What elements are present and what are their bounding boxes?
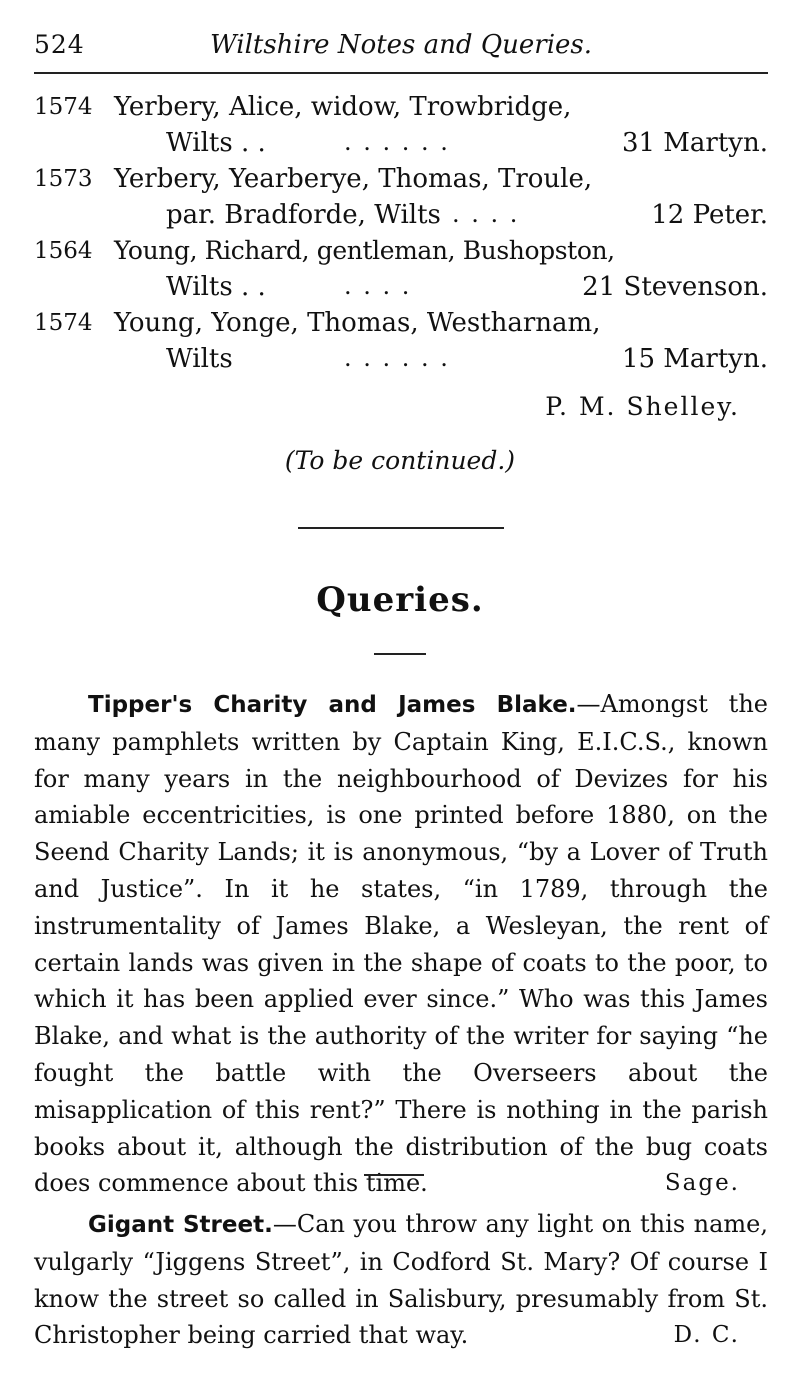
dot-leaders: . . . . . .: [344, 128, 450, 156]
signature: Sage.: [664, 1170, 740, 1197]
section-divider: [298, 527, 504, 529]
header-rule: [34, 72, 768, 74]
list-item: [34, 308, 768, 380]
entry-year: 1573: [34, 166, 93, 192]
query-body: —Amongst the many pamphlets written by Captain King, E.I.C.S., known for many years in the neighbourhood of Devizes for his amiable eccentricities, is one printed before 1880, on the Seend Charity Lands; it is anonymous, “by a Lover of Truth and Justice”. In it he states, “in 1789, through the instrumentality of James Blake, a Wesleyan, the rent of certain lands was given in the shape of coats to the poor, to which it has been applied ever since.” Who was this James Blake, and what is the authority of the writer for saying “he fought the battle with the Overseers about the misapplication of this rent?” There is nothing in the parish books about it, although the distribution of the bug coats does commence about this time.: [34, 690, 768, 1198]
list-item: [34, 92, 768, 164]
query-heading: Tipper's Charity and James Blake.: [88, 692, 577, 718]
running-head: Wiltshire Notes and Queries.: [209, 30, 592, 60]
list-item: [34, 164, 768, 236]
entry-year: 1574: [34, 310, 93, 336]
section-title: Queries.: [316, 580, 484, 620]
entry-place: Wilts: [166, 344, 233, 374]
continued-note: (To be continued.): [284, 446, 516, 475]
dot-leaders: . . . .: [344, 272, 412, 300]
dot-leaders: . . . . . .: [344, 344, 450, 372]
entry-name: Young, Yonge, Thomas, Westharnam,: [114, 308, 601, 338]
query-tippers-charity: [34, 686, 768, 1202]
will-entries-list: [34, 92, 768, 380]
entry-name: Yerbery, Yearberye, Thomas, Troule,: [114, 164, 593, 194]
page-number: 524: [34, 30, 85, 59]
signature: P. M. Shelley.: [545, 392, 740, 421]
entry-reference: 31 Martyn.: [621, 128, 768, 158]
entry-reference: 12 Peter.: [651, 200, 768, 230]
entry-year: 1574: [34, 94, 93, 120]
entry-name: Yerbery, Alice, widow, Trowbridge,: [114, 92, 572, 122]
entry-place: par. Bradforde, Wilts: [166, 200, 441, 230]
entry-place: Wilts . .: [166, 128, 266, 158]
query-gigant-street: [34, 1206, 768, 1354]
entry-name: Young, Richard, gentleman, Bushopston,: [114, 236, 615, 265]
entry-place: Wilts . .: [166, 272, 266, 302]
list-item: [34, 236, 768, 308]
query-heading: Gigant Street.: [88, 1212, 273, 1238]
title-rule: [374, 653, 426, 655]
signature: D. C.: [673, 1322, 740, 1349]
section-divider: [364, 1174, 424, 1176]
entry-reference: 15 Martyn.: [621, 344, 768, 374]
entry-year: 1564: [34, 238, 93, 264]
entry-reference: 21 Stevenson.: [582, 272, 768, 302]
query-body: —Can you throw any light on this name, vulgarly “Jiggens Street”, in Codford St. Mary? Of course I know the street so called in Salisbury, presumably from St. Christopher being carried that way.: [34, 1210, 768, 1350]
dot-leaders: . . . .: [452, 200, 520, 228]
page-header: [34, 18, 768, 62]
